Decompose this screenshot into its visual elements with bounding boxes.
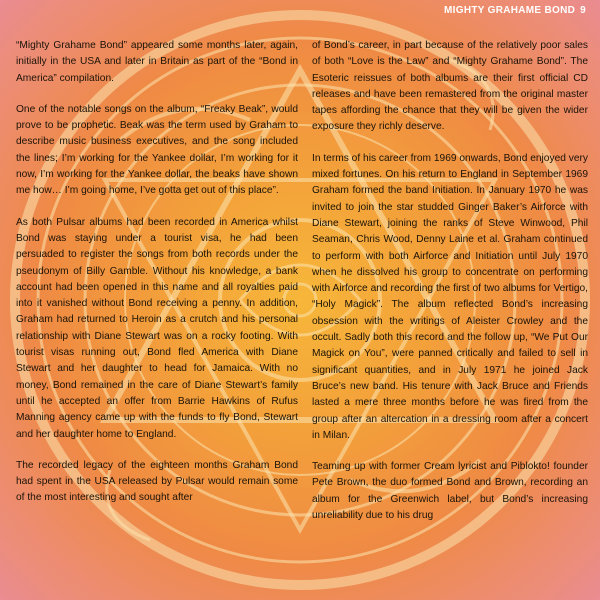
paragraph: The recorded legacy of the eighteen months Graham Bond had spent in the USA released by Pulsar would remain some of the most interesting and sought after — [16, 459, 298, 504]
paragraph: In terms of his career from 1969 onwards, Bond enjoyed very mixed fortunes. On his return to England in September 1969 Graham formed the band Initiation. In January 1970 he was invited to join the star studded Ginger Baker’s Airforce with Diane Stewart, joining the ranks of Steve Winwood, Phil Seaman, Chris Wood, Denny Laine et al. Graham continued to perform with both Airforce and Initiation until July 1970 when he dissolved his group to concentrate on performing with Airforce and recording the first of two albums for Vertigo, “Holy Magick”. The album reflected Bond’s increasing obsession with the writings of Aleister Crowley and the occult. Sadly both this record and the follow up, “We Put Our Magick on You”, were panned critically and failed to sell in significant quantities, and in July 1971 he joined Jack Bruce’s new band. His tenure with Jack Bruce and Friends lasted a mere three months before he was fired from the group after an altercation in a dressing room after a concert in Milan. — [312, 152, 588, 441]
paragraph: One of the notable songs on the album, “Freaky Beak”, would prove to be prophetic. Beak was the term used by Graham to describe music business executives, and the song included the lines; I’m working for the Yankee dollar, I’m working for it now, I’m working for the Yankee dollar, the beaks have shown me how… I’m going home, I’ve gotta get out of this place”. — [16, 103, 298, 197]
paragraph: As both Pulsar albums had been recorded in America whilst Bond was staying under a tourist visa, he had been persuaded to register the songs from both records under the pseudonym of Billy Gamble. Without his knowledge, a bank account had been opened in this name and all royalties paid into it vanished without Bond receiving a penny. In addition, Graham had returned to Heroin as a crutch and his personal relationship with Diane Stewart was on a rocky footing. With tourist visas running out, Bond fled America with Diane Stewart and her daughter to head for Jamaica. With no money, Bond remained in the care of Diane Stewart’s family until he accepted an offer from Barrie Hawkins of Rufus Manning agency came up with the funds to fly Bond, Stewart and her daughter home to England. — [16, 216, 298, 440]
running-head-title: MIGHTY GRAHAME BOND — [444, 5, 576, 16]
running-head — [444, 5, 586, 16]
paragraph: Teaming up with former Cream lyricist and Piblokto! founder Pete Brown, the duo formed Bond and Brown, recording an album for the Greenwich label, but Bond’s increasing unreliability due to his drug — [312, 461, 588, 522]
page-number: 9 — [580, 5, 586, 16]
right-column — [312, 38, 588, 539]
paragraph: of Bond’s career, in part because of the relatively poor sales of both “Love is the Law” and “Mighty Grahame Bond”. The Esoteric reissues of both albums are their first official CD releases and have been remastered from the original master tapes affording the chance that they will be given the wider exposure they richly deserve. — [312, 40, 588, 133]
paragraph: “Mighty Grahame Bond” appeared some months later, again, initially in the USA and later in Britain as part of the “Bond in America” compilation. — [16, 40, 298, 84]
left-column — [16, 38, 298, 522]
